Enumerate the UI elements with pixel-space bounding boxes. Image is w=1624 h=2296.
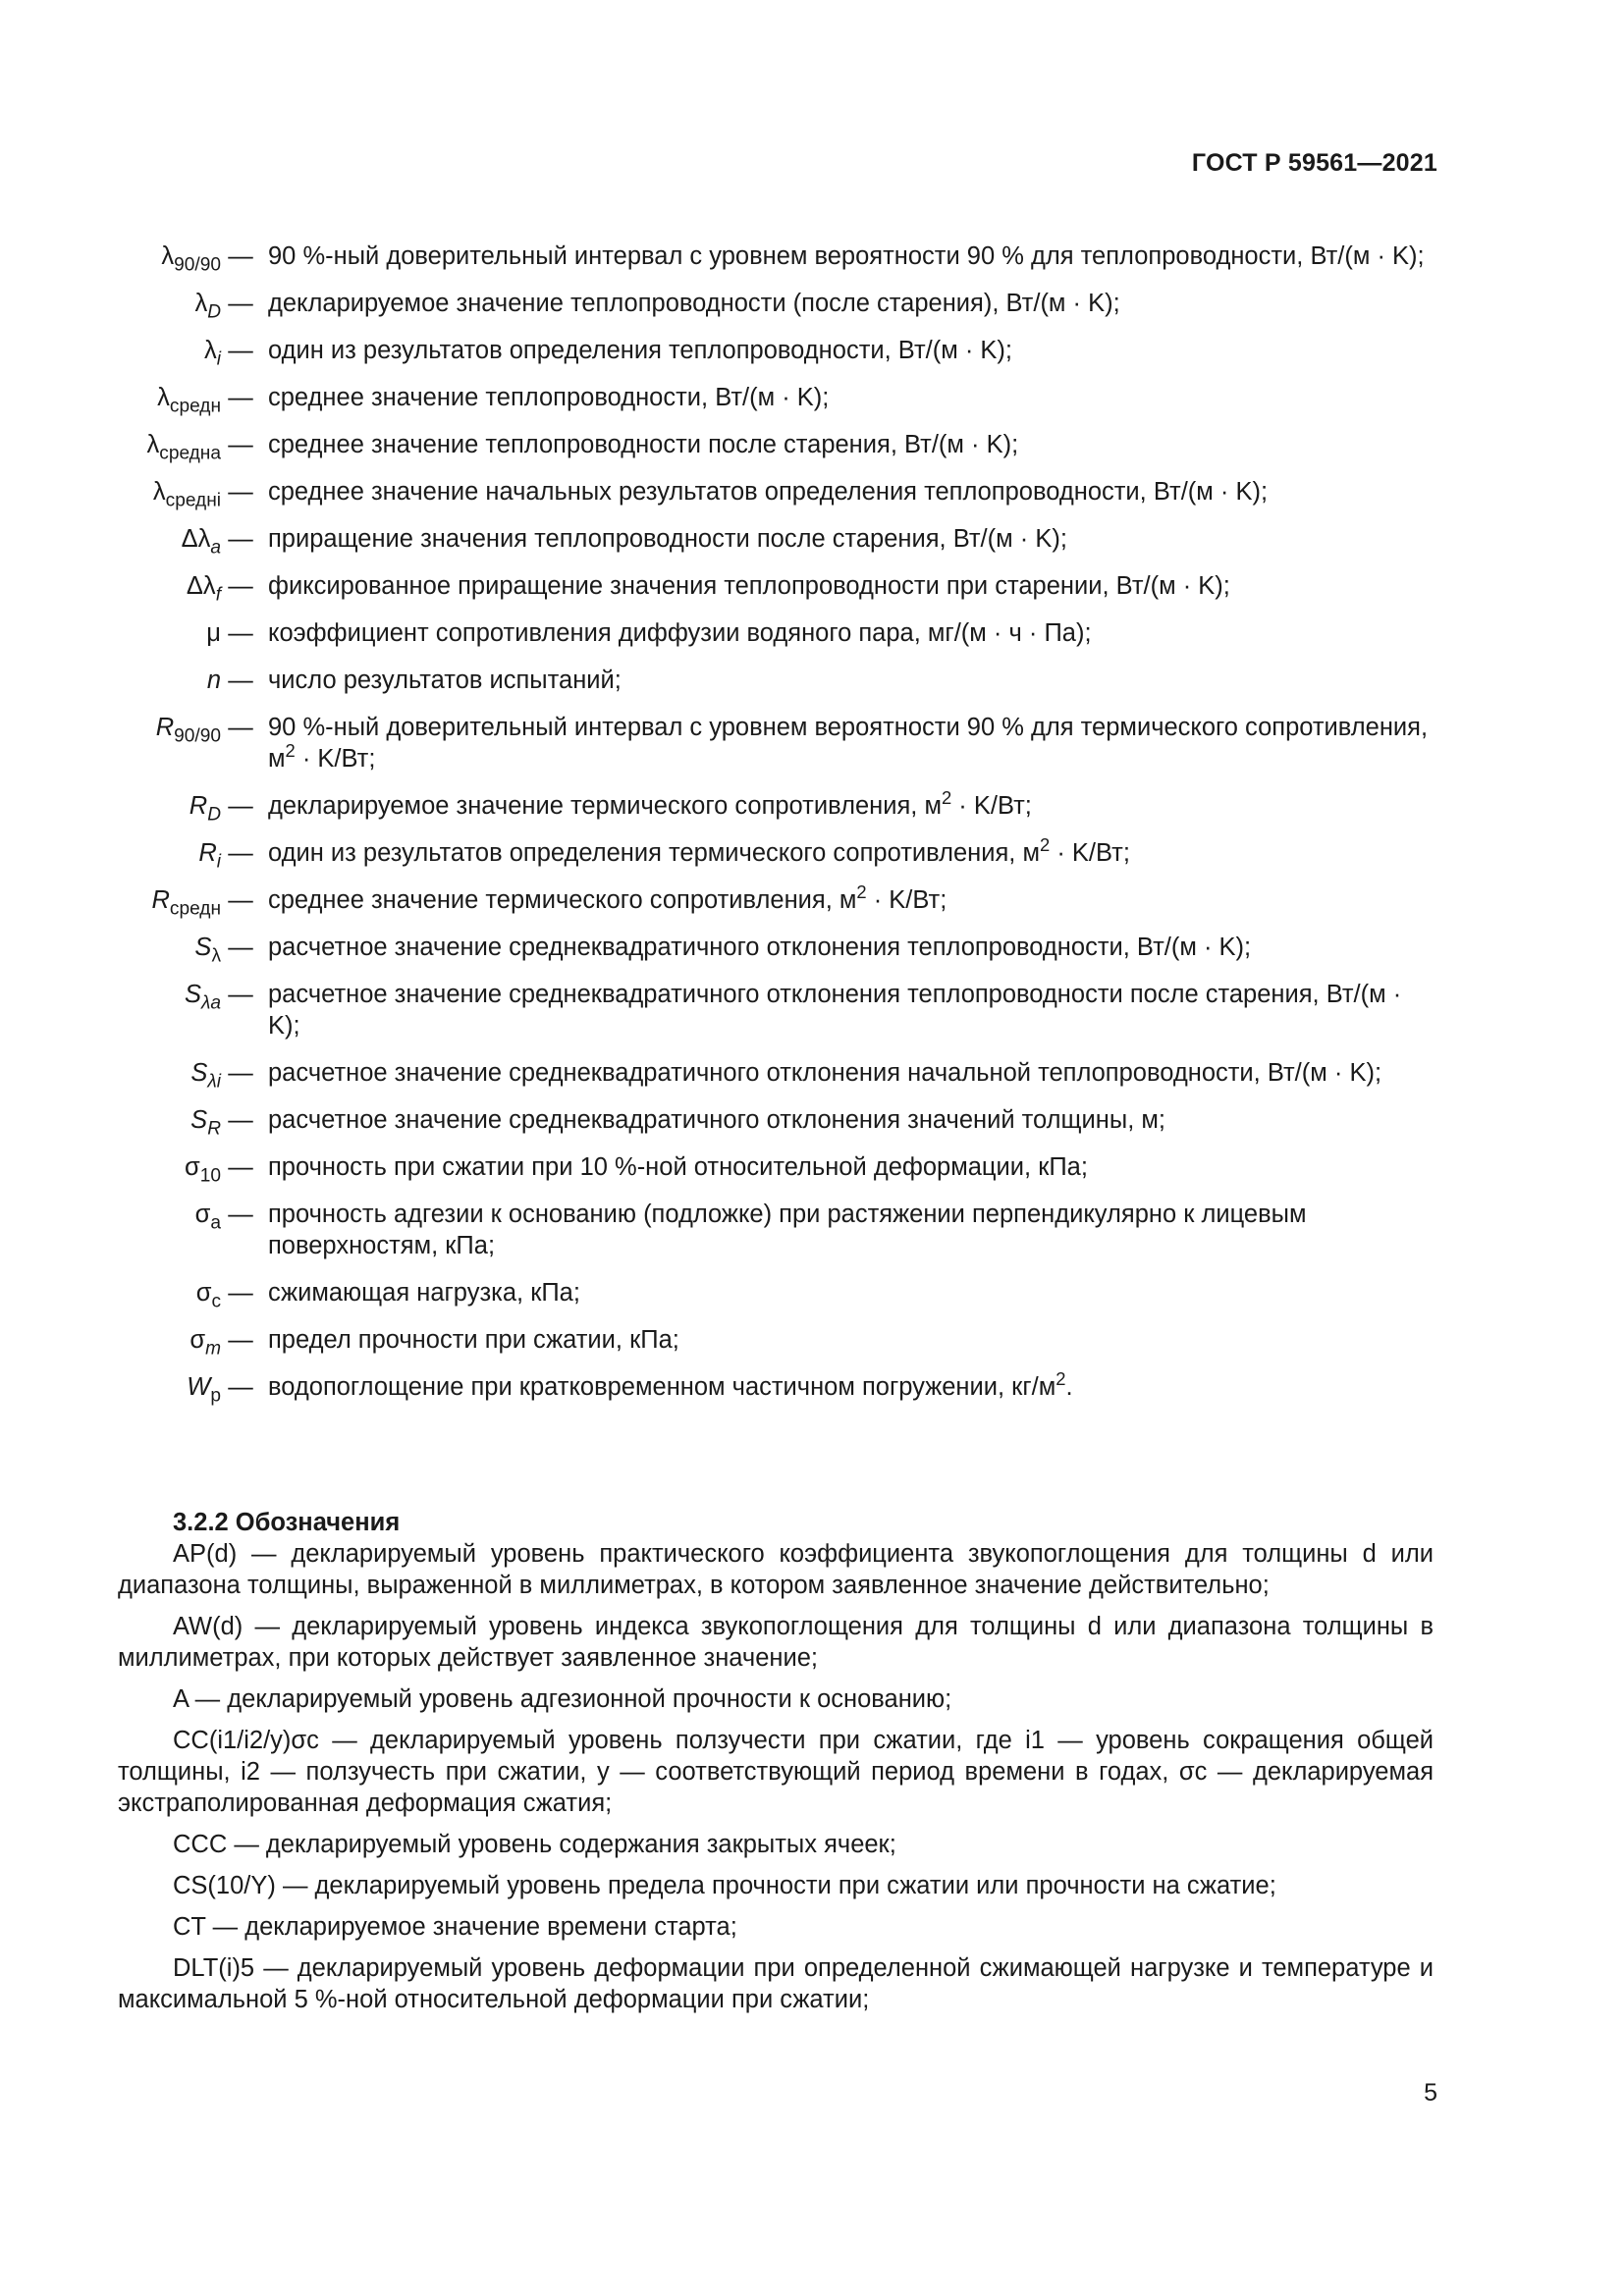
- definition-text: расчетное значение среднеквадратичного отклонения начальной теплопроводности, Вт/(м · K);: [268, 1059, 1382, 1087]
- definition-row: $\lambda_{90/90}$ — 90 %-ный доверительный интервал с уровнем вероятности 90 % для теплопроводности, Вт/(м · K);: [118, 240, 1434, 272]
- definition-row: $\Delta\lambda_a$ — приращение значения теплопроводности после старения, Вт/(м · K);: [118, 523, 1434, 555]
- designation-paragraph: CCC — декларируемый уровень содержания закрытых ячеек;: [173, 1831, 896, 1858]
- definition-symbol: $\sigma_a$: [194, 1201, 221, 1234]
- definition-text: декларируемое значение термического сопротивления, $м^2 \cdot K/Вт$;: [268, 786, 1032, 820]
- definition-symbol: $\lambda_{средна}$: [146, 431, 221, 464]
- definition-symbol: $R_D$: [189, 792, 221, 826]
- definition-symbol: $\Delta\lambda_f$: [186, 572, 221, 606]
- definition-text: предел прочности при сжатии, кПа;: [268, 1326, 679, 1354]
- definition-symbol: $\lambda_D$: [194, 290, 221, 323]
- definition-symbol: $\Delta\lambda_a$: [181, 525, 221, 559]
- designation-paragraph: AP(d) — декларируемый уровень практического коэффициента звукопоглощения для толщины d или диапазона толщины, выраженной в миллиметрах, в котором заявленное значение действительно;: [118, 1540, 1434, 1599]
- designation-paragraph: CT — декларируемое значение времени старта;: [173, 1913, 737, 1941]
- definition-symbol: $R_i$: [198, 839, 221, 873]
- definition-row: $S_R$ — расчетное значение среднеквадратичного отклонения значений толщины, м;: [118, 1104, 1434, 1136]
- definition-text: сжимающая нагрузка, кПа;: [268, 1279, 580, 1307]
- definition-text: водопоглощение при кратковременном частичном погружении, $кг/м^2$.: [268, 1367, 1073, 1401]
- definition-text: 90 %-ный доверительный интервал с уровнем вероятности 90 % для термического сопротивления, $м^2 \cdot K/Вт$;: [268, 714, 1429, 773]
- definition-symbol: μ: [206, 619, 221, 647]
- definition-symbol: n: [206, 667, 221, 694]
- definition-row: $\lambda_i$ — один из результатов определения теплопроводности, Вт/(м · K);: [118, 335, 1434, 366]
- definition-row: $\lambda_{среднi}$ — среднее значение начальных результатов определения теплопроводности, Вт/(м · K);: [118, 476, 1434, 507]
- definition-text: среднее значение теплопроводности, Вт/(м · K);: [268, 384, 830, 411]
- definition-row: $S_{\lambda i}$ — расчетное значение среднеквадратичного отклонения начальной теплопроводности, Вт/(м · K);: [118, 1057, 1434, 1089]
- definition-symbol: $\lambda_{средн}$: [157, 384, 221, 417]
- definition-text: коэффициент сопротивления диффузии водяного пара, мг/(м · ч · Па);: [268, 619, 1092, 647]
- definition-text: среднее значение теплопроводности после старения, Вт/(м · K);: [268, 431, 1019, 458]
- definition-row: μ — коэффициент сопротивления диффузии водяного пара, мг/(м · ч · Па);: [118, 617, 1434, 649]
- definition-symbol: $S_\lambda$: [194, 934, 221, 967]
- definition-text: фиксированное приращение значения теплопроводности при старении, Вт/(м · K);: [268, 572, 1230, 600]
- definition-text: прочность при сжатии при 10 %-ной относительной деформации, кПа;: [268, 1153, 1088, 1181]
- designation-paragraph: CC(i1/i2/y)σc — декларируемый уровень ползучести при сжатии, где i1 — уровень сокращения общей толщины, i2 — ползучесть при сжатии, y — соответствующий период времени в годах, σc — декларируемая экстраполированная деформация сжатия;: [118, 1727, 1434, 1817]
- definition-text: расчетное значение среднеквадратичного отклонения теплопроводности после старения, Вт/(м · K);: [268, 981, 1402, 1040]
- definition-row: $R_i$ — один из результатов определения термического сопротивления, $м^2 \cdot K/Вт$;: [118, 837, 1434, 869]
- page-number: 5: [1424, 2079, 1437, 2107]
- definition-text: прочность адгезии к основанию (подложке) при растяжении перпендикулярно к лицевым поверхностям, кПа;: [268, 1201, 1307, 1259]
- definition-text: один из результатов определения термического сопротивления, $м^2 \cdot K/Вт$;: [268, 833, 1130, 867]
- document-header: ГОСТ Р 59561—2021: [1191, 149, 1437, 177]
- definition-row: $\sigma_m$ — предел прочности при сжатии, кПа;: [118, 1324, 1434, 1356]
- definition-symbol: $W_p$: [187, 1373, 221, 1407]
- definition-text: среднее значение начальных результатов определения теплопроводности, Вт/(м · K);: [268, 478, 1269, 506]
- definition-symbol: $\sigma_m$: [189, 1326, 221, 1360]
- definition-row: $\sigma_{10}$ — прочность при сжатии при 10 %-ной относительной деформации, кПа;: [118, 1151, 1434, 1183]
- definition-symbol: $\sigma_c$: [195, 1279, 221, 1312]
- definition-row: $\Delta\lambda_f$ — фиксированное приращение значения теплопроводности при старении, Вт/(м · K);: [118, 570, 1434, 602]
- designation-paragraph: A — декларируемый уровень адгезионной прочности к основанию;: [173, 1685, 952, 1713]
- definition-symbol: $\lambda_i$: [204, 337, 221, 370]
- designation-paragraph: CS(10/Y) — декларируемый уровень предела прочности при сжатии или прочности на сжатие;: [173, 1872, 1276, 1899]
- definition-text: декларируемое значение теплопроводности (после старения), Вт/(м · K);: [268, 290, 1120, 317]
- definition-row: $R_D$ — декларируемое значение термического сопротивления, $м^2 \cdot K/Вт$;: [118, 790, 1434, 822]
- definition-text: один из результатов определения теплопроводности, Вт/(м · K);: [268, 337, 1012, 364]
- definition-row: $\sigma_a$ — прочность адгезии к основанию (подложке) при растяжении перпендикулярно к лицевым поверхностям, кПа;: [118, 1199, 1434, 1261]
- definition-row: $R_{средн}$ — среднее значение термического сопротивления, $м^2 \cdot K/Вт$;: [118, 884, 1434, 916]
- definition-row: $S_\lambda$ — расчетное значение среднеквадратичного отклонения теплопроводности, Вт/(м · K);: [118, 932, 1434, 963]
- definition-row: $W_p$ — водопоглощение при кратковременном частичном погружении, $кг/м^2$.: [118, 1371, 1434, 1403]
- definition-row: $\lambda_D$ — декларируемое значение теплопроводности (после старения), Вт/(м · K);: [118, 288, 1434, 319]
- definition-text: расчетное значение среднеквадратичного отклонения теплопроводности, Вт/(м · K);: [268, 934, 1252, 961]
- definition-row: $\lambda_{средна}$ — среднее значение теплопроводности после старения, Вт/(м · K);: [118, 429, 1434, 460]
- designation-paragraph: AW(d) — декларируемый уровень индекса звукопоглощения для толщины d или диапазона толщины в миллиметрах, при которых действует заявленное значение;: [118, 1613, 1434, 1672]
- definition-symbol: $S_{\lambda a}$: [184, 981, 221, 1014]
- designation-paragraph: DLT(i)5 — декларируемый уровень деформации при определенной сжимающей нагрузке и температуре и максимальной 5 %-ной относительной деформации при сжатии;: [118, 1954, 1434, 2013]
- definition-symbol: $S_R$: [190, 1106, 221, 1140]
- definition-row: $\sigma_c$ — сжимающая нагрузка, кПа;: [118, 1277, 1434, 1308]
- definition-symbol: $R_{90/90}$: [155, 714, 221, 747]
- definition-row: n — число результатов испытаний;: [118, 665, 1434, 696]
- definition-text: 90 %-ный доверительный интервал с уровнем вероятности 90 % для теплопроводности, Вт/(м · K);: [268, 242, 1425, 270]
- definition-symbol: $\sigma_{10}$: [184, 1153, 221, 1187]
- designations-section: [118, 1507, 1434, 2025]
- definition-symbol: $R_{средн}$: [151, 886, 221, 920]
- definition-row: $S_{\lambda a}$ — расчетное значение среднеквадратичного отклонения теплопроводности после старения, Вт/(м · K);: [118, 979, 1434, 1041]
- definition-text: расчетное значение среднеквадратичного отклонения значений толщины, м;: [268, 1106, 1165, 1134]
- definition-text: приращение значения теплопроводности после старения, Вт/(м · K);: [268, 525, 1067, 553]
- definition-text: число результатов испытаний;: [268, 667, 622, 694]
- definition-row: $\lambda_{средн}$ — среднее значение теплопроводности, Вт/(м · K);: [118, 382, 1434, 413]
- definition-symbol: $S_{\lambda i}$: [190, 1059, 221, 1093]
- definitions-list: [118, 240, 1434, 1418]
- section-title: 3.2.2 Обозначения: [173, 1509, 401, 1536]
- definition-symbol: $\lambda_{90/90}$: [161, 242, 221, 276]
- definition-row: $R_{90/90}$ — 90 %-ный доверительный интервал с уровнем вероятности 90 % для термического сопротивления, $м^2 \cdot K/Вт$;: [118, 712, 1434, 774]
- definition-text: среднее значение термического сопротивления, $м^2 \cdot K/Вт$;: [268, 881, 947, 914]
- definition-symbol: $\lambda_{среднi}$: [152, 478, 221, 511]
